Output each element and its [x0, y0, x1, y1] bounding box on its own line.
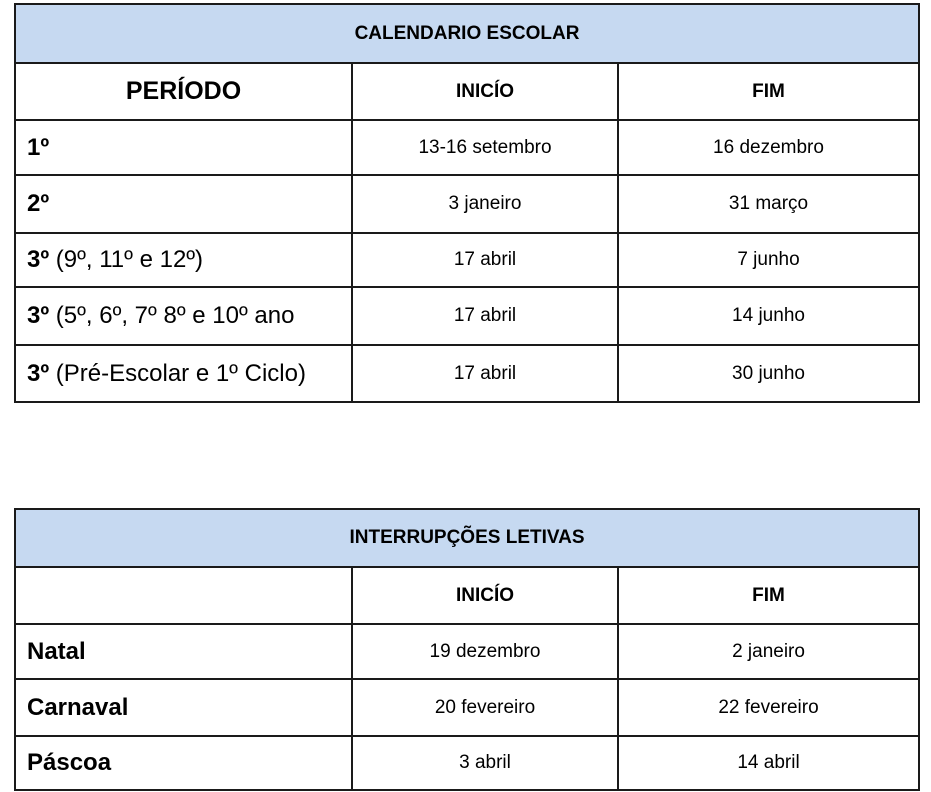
calendar-header-row [15, 63, 919, 120]
period-end: 16 dezembro [618, 120, 919, 175]
period-header: PERÍODO [15, 63, 352, 120]
break-end: 22 fevereiro [618, 679, 919, 736]
break-name: Carnaval [15, 679, 352, 736]
period-number: 3º [27, 302, 50, 329]
period-number: 1º [27, 133, 50, 161]
break-name: Natal [15, 624, 352, 679]
table-row [15, 624, 919, 679]
period-start: 17 abril [352, 233, 618, 287]
period-end: 30 junho [618, 345, 919, 402]
period-label [15, 175, 352, 233]
end-header: FIM [618, 567, 919, 624]
break-end: 14 abril [618, 736, 919, 790]
table-row [15, 233, 919, 287]
school-breaks-table [14, 508, 920, 791]
table-row [15, 120, 919, 175]
breaks-title: INTERRUPÇÕES LETIVAS [15, 509, 919, 567]
break-name-header [15, 567, 352, 624]
period-start: 3 janeiro [352, 175, 618, 233]
break-start: 20 fevereiro [352, 679, 618, 736]
period-label [15, 287, 352, 345]
breaks-header-row [15, 567, 919, 624]
period-number: 2º [27, 190, 50, 217]
period-label [15, 120, 352, 175]
break-name: Páscoa [15, 736, 352, 790]
table-row [15, 679, 919, 736]
break-start: 3 abril [352, 736, 618, 790]
period-label [15, 233, 352, 287]
period-detail: (5º, 6º, 7º 8º e 10º ano [49, 302, 295, 329]
period-number: 3º [27, 359, 50, 387]
table-row [15, 287, 919, 345]
period-number: 3º [27, 246, 50, 273]
school-calendar-table [14, 3, 920, 403]
period-start: 13-16 setembro [352, 120, 618, 175]
calendar-title: CALENDARIO ESCOLAR [15, 4, 919, 63]
period-end: 7 junho [618, 233, 919, 287]
break-end: 2 janeiro [618, 624, 919, 679]
end-header: FIM [618, 63, 919, 120]
table-row [15, 736, 919, 790]
period-start: 17 abril [352, 345, 618, 402]
period-start: 17 abril [352, 287, 618, 345]
period-label [15, 345, 352, 402]
start-header: INICÍO [352, 63, 618, 120]
period-detail: (9º, 11º e 12º) [49, 246, 204, 273]
break-start: 19 dezembro [352, 624, 618, 679]
period-end: 14 junho [618, 287, 919, 345]
period-end: 31 março [618, 175, 919, 233]
table-row [15, 175, 919, 233]
start-header: INICÍO [352, 567, 618, 624]
period-detail: (Pré-Escolar e 1º Ciclo) [49, 359, 306, 387]
table-row [15, 345, 919, 402]
